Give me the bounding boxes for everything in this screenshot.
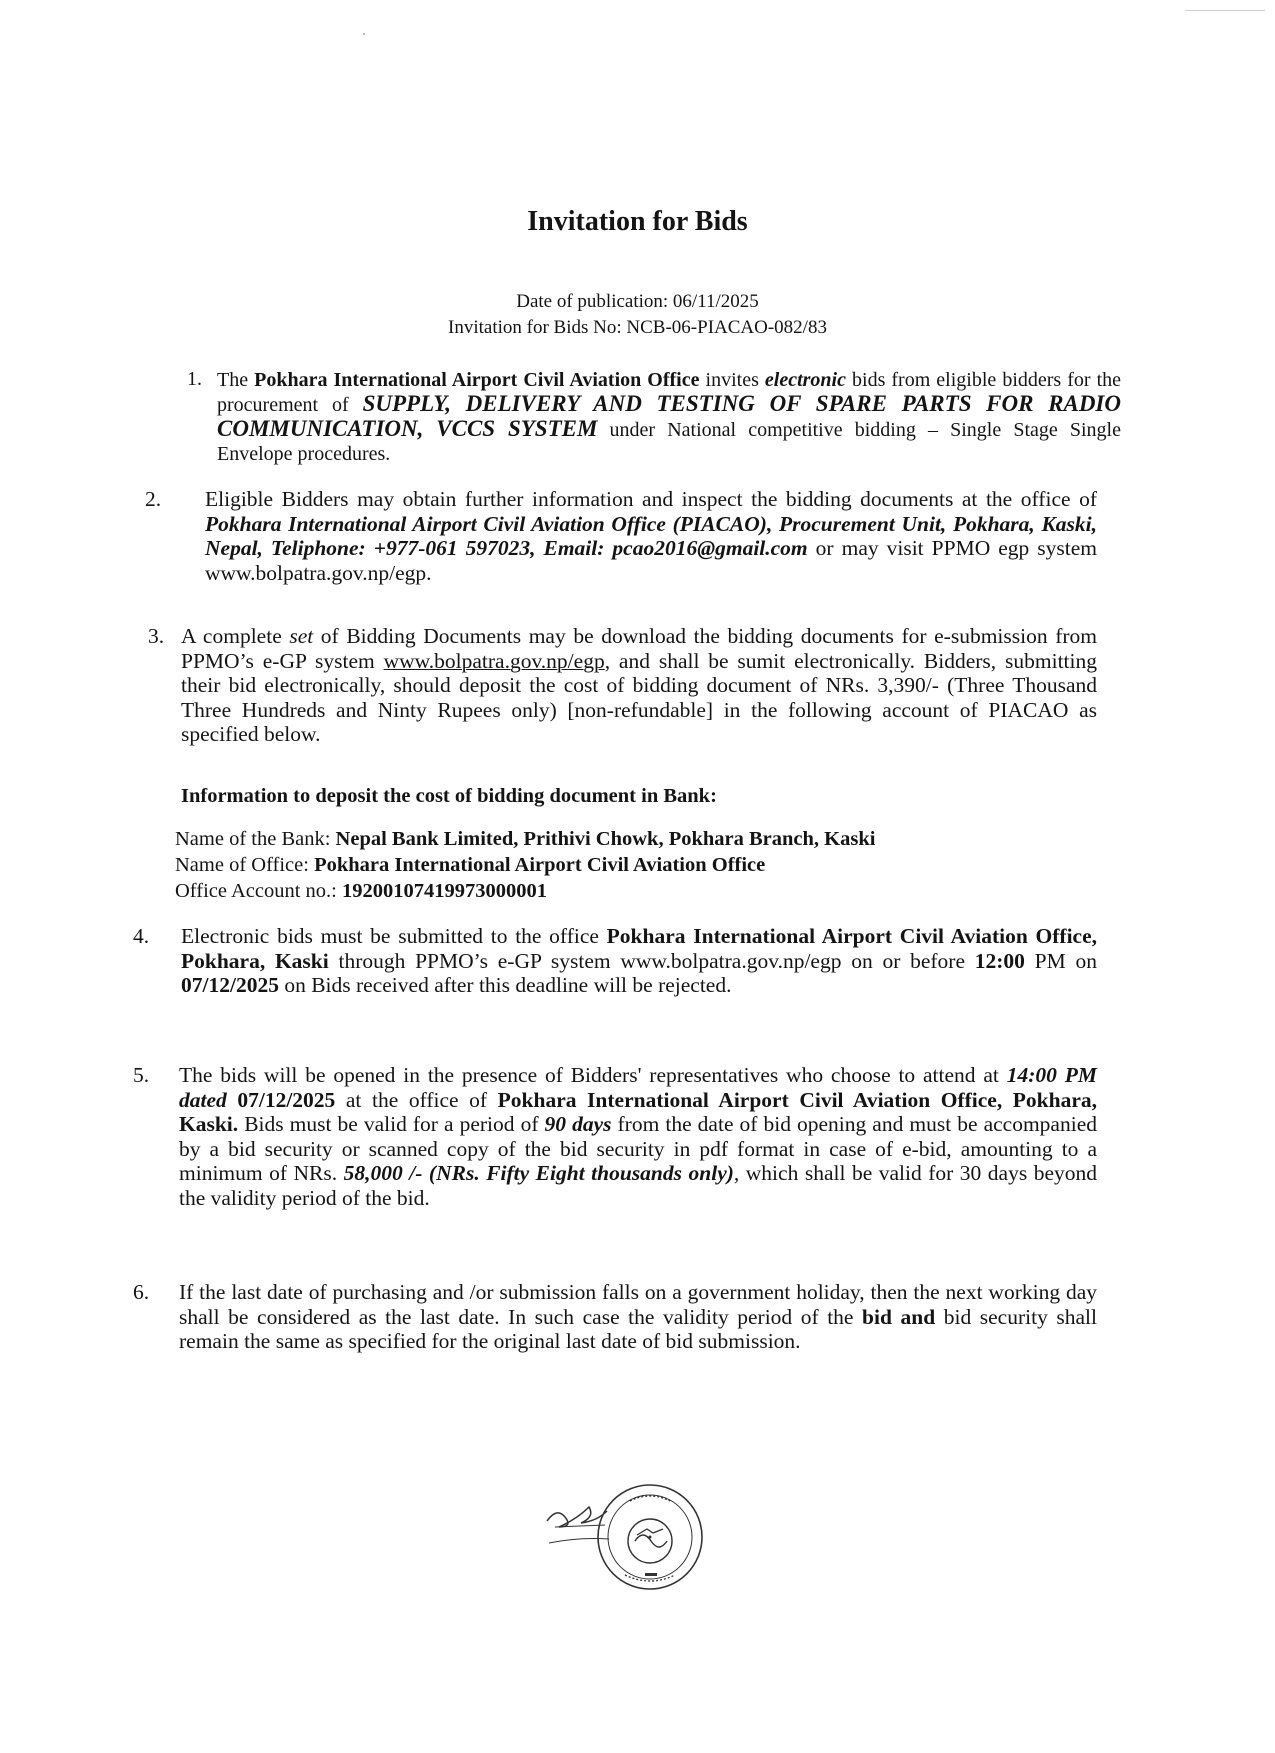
item-3-paragraph: A complete set of Bidding Documents may be download the bidding documents for e-submission from PPMO’s e-GP system www.bolpatra.gov.np/egp, and shall be sumit electronically. Bidders, submitting their bid electronically, should deposit the cost of bidding document of NRs. 3,390/- (Three Thousand Three Hundreds and Ninty Rupees only) [non-refundable] in the following account of PIACAO as specified below.: [181, 624, 1098, 746]
item-number-5: 5.: [133, 1063, 150, 1087]
item-number-6: 6.: [133, 1280, 150, 1304]
item-4-paragraph: Electronic bids must be submitted to the office Pokhara International Airport Civil Aviation Office, Pokhara, Kaski through PPMO’s e-GP system www.bolpatra.gov.np/egp on or before 12:00 PM on 07/12/2025 on Bids received after this deadline will be rejected.: [181, 924, 1097, 997]
account-number-line: Office Account no.: 19200107419973000001: [175, 880, 547, 902]
publication-date: Date of publication: 06/11/2025: [516, 291, 759, 312]
item-number-4: 4.: [133, 924, 150, 948]
ifb-number: Invitation for Bids No: NCB-06-PIACAO-082/83: [448, 317, 827, 338]
item-2-paragraph: Eligible Bidders may obtain further information and inspect the bidding documents at the office of Pokhara International Airport Civil Aviation Office (PIACAO), Procurement Unit, Pokhara, Kaski, Nepal, Teliphone: +977-061 597023, Email: pcao2016@gmail.com or may visit PPMO egp system www.bolpatra.gov.np/egp.: [205, 487, 1097, 585]
scan-artifact-dot: [363, 33, 365, 35]
egp-link[interactable]: www.bolpatra.gov.np/egp: [383, 648, 605, 673]
item-5-paragraph: The bids will be opened in the presence of Bidders' representatives who choose to attend at 14:00 PM dated 07/12/2025 at the office of Pokhara International Airport Civil Aviation Office, Pokhara, Kaski. Bids must be valid for a period of 90 days from the date of bid opening and must be accompanied by a bid security or scanned copy of the bid security in pdf format in case of e-bid, amounting to a minimum of NRs. 58,000 /- (NRs. Fifty Eight thousands only), which shall be valid for 30 days beyond the validity period of the bid.: [179, 1063, 1098, 1210]
document-title: Invitation for Bids: [527, 206, 748, 237]
bank-name-line: Name of the Bank: Nepal Bank Limited, Prithivi Chowk, Pokhara Branch, Kaski: [175, 828, 876, 850]
official-stamp-and-signature-icon: [545, 1483, 715, 1598]
item-number-2: 2.: [145, 487, 162, 511]
item-number-1: 1.: [187, 368, 202, 390]
bank-info-heading: Information to deposit the cost of bidding document in Bank:: [181, 785, 717, 807]
item-1-paragraph: The Pokhara International Airport Civil Aviation Office invites electronic bids from eligible bidders for the procurement of SUPPLY, DELIVERY AND TESTING OF SPARE PARTS FOR RADIO COMMUNICATION, VCCS SYSTEM under National competitive bidding – Single Stage Single Envelope procedures.: [217, 369, 1122, 465]
scan-artifact-line: [1185, 10, 1265, 11]
office-name-line: Name of Office: Pokhara International Airport Civil Aviation Office: [175, 854, 766, 876]
item-number-3: 3.: [148, 624, 165, 648]
item-6-paragraph: If the last date of purchasing and /or submission falls on a government holiday, then the next working day shall be considered as the last date. In such case the validity period of the bid and bid security shall remain the same as specified for the original last date of bid submission.: [179, 1280, 1097, 1353]
